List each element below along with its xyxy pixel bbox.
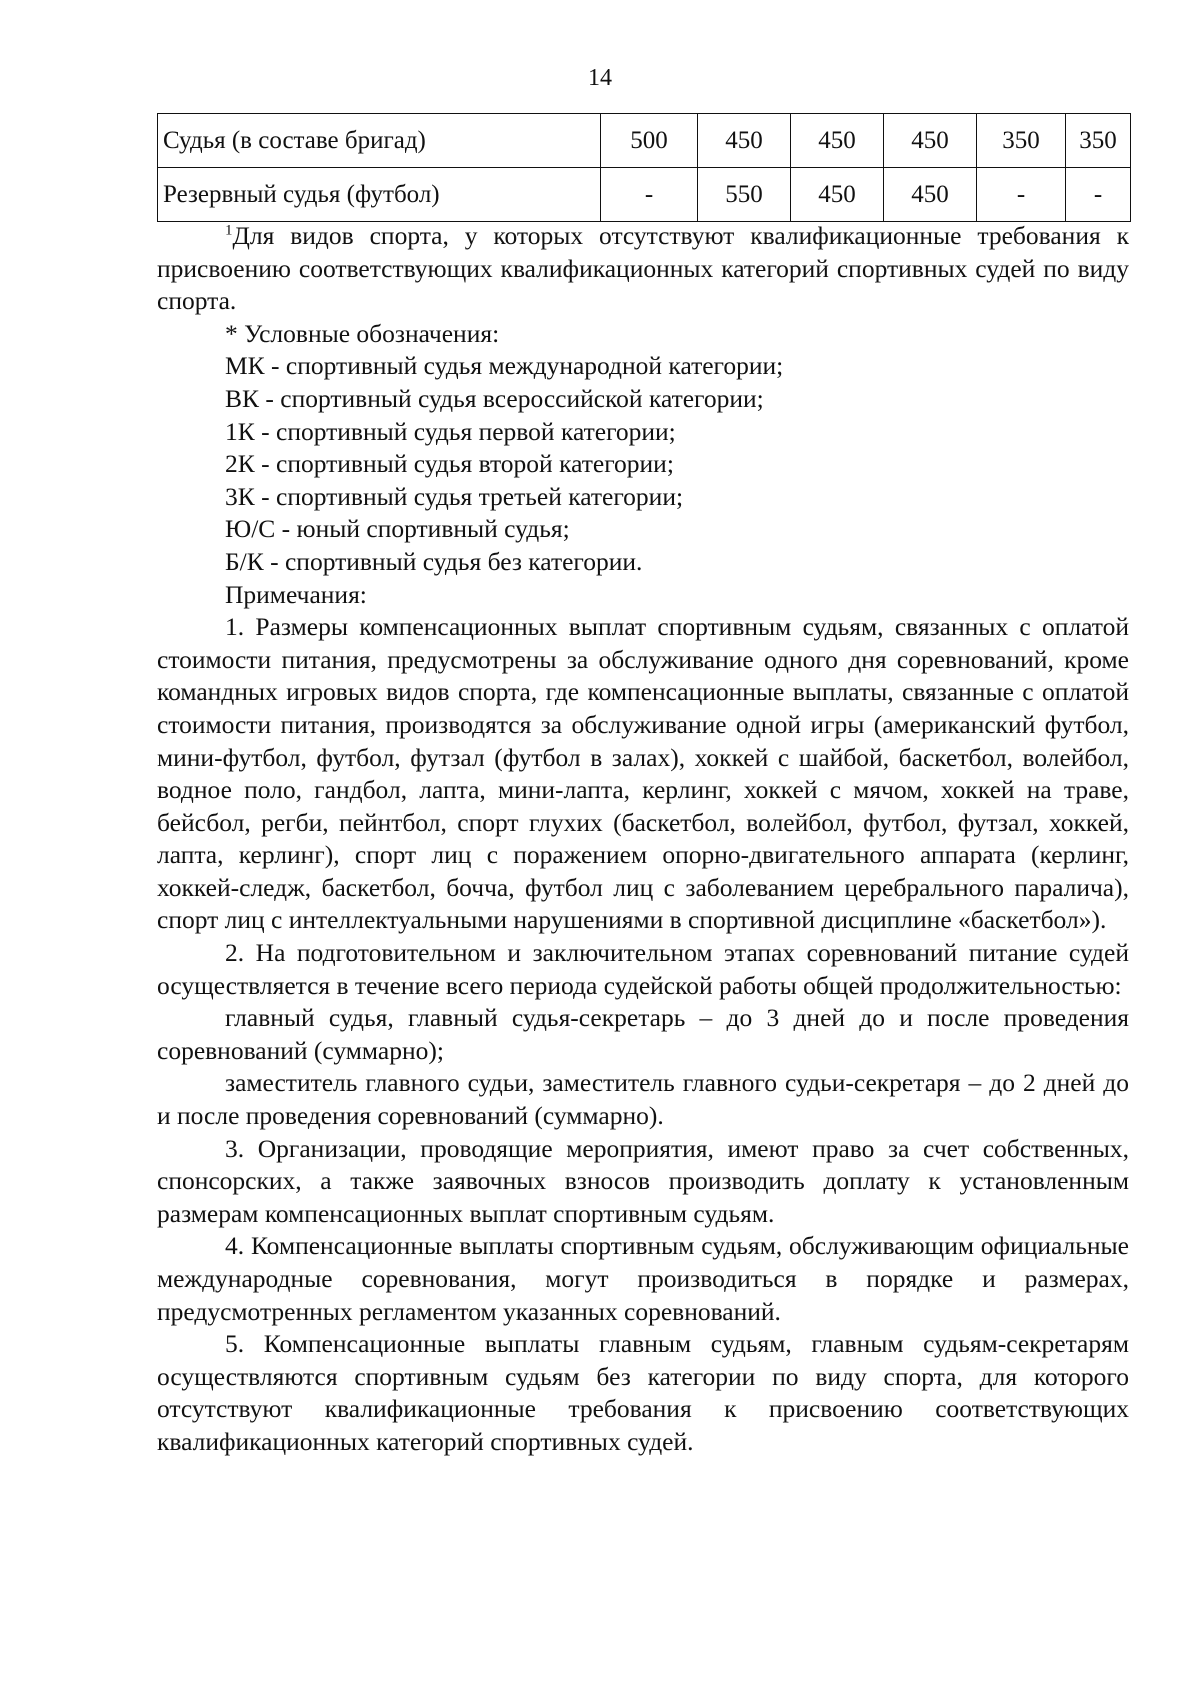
table-cell: 450 (884, 168, 977, 222)
table-cell: - (1066, 168, 1131, 222)
footnote-mark: 1 (225, 222, 233, 239)
footnote (157, 220, 1129, 318)
legend-item: МК - спортивный судья международной категории; (225, 351, 784, 381)
table-row (158, 168, 1131, 222)
legend-item: 2К - спортивный судья второй категории; (225, 449, 674, 479)
table-cell-role: Судья (в составе бригад) (158, 114, 601, 168)
note-paragraph: 1. Размеры компенсационных выплат спортивным судьям, связанных с оплатой стоимости питания, предусмотрены за обслуживание одного дня соревнований, кроме командных игровых видов спорта, где компенсационные выплаты, связанные с оплатой стоимости питания, производятся за обслуживание одной игры (американский футбол, мини-футбол, футбол, футзал (футбол в залах), хоккей с шайбой, баскетбол, волейбол, водное поло, гандбол, лапта, мини-лапта, керлинг, хоккей с мячом, хоккей на траве, бейсбол, регби, пейнтбол, спорт глухих (баскетбол, волейбол, футбол, футзал, хоккей, лапта, керлинг), спорт лиц с поражением опорно-двигательного аппарата (керлинг, хоккей-следж, баскетбол, бочча, футбол лиц с заболеванием церебрального паралича), спорт лиц с интеллектуальными нарушениями в спортивной дисциплине «баскетбол»). (157, 612, 1129, 935)
legend-item: ВК - спортивный судья всероссийской категории; (225, 383, 764, 413)
table-row (158, 114, 1131, 168)
table-cell: 550 (698, 168, 791, 222)
page-number: 14 (588, 65, 612, 91)
table-cell: 450 (698, 114, 791, 168)
document-body (157, 220, 1129, 1459)
table-cell: - (601, 168, 698, 222)
table-cell: 350 (977, 114, 1066, 168)
table-cell: 450 (791, 168, 884, 222)
legend-item: 3К - спортивный судья третьей категории; (225, 481, 684, 511)
table-cell-role: Резервный судья (футбол) (158, 168, 601, 222)
table-cell: 350 (1066, 114, 1131, 168)
notes-title: Примечания: (225, 579, 367, 609)
table-cell: 450 (791, 114, 884, 168)
table-cell: 450 (884, 114, 977, 168)
note-paragraph: 2. На подготовительном и заключительном этапах соревнований питание судей осуществляется в течение всего периода судейской работы общей продолжительностью: (157, 938, 1129, 1000)
table-cell: - (977, 168, 1066, 222)
legend-item: Ю/С - юный спортивный судья; (225, 514, 570, 544)
table-cell: 500 (601, 114, 698, 168)
note-paragraph: заместитель главного судьи, заместитель главного судьи-секретаря – до 2 дней до и после проведения соревнований (суммарно). (157, 1068, 1129, 1131)
legend-item: 1К - спортивный судья первой категории; (225, 416, 676, 446)
legend-title: * Условные обозначения: (225, 318, 500, 348)
note-paragraph: 5. Компенсационные выплаты главным судьям, главным судьям-секретарям осуществляются спортивным судьям без категории по виду спорта, для которого отсутствуют квалификационные требования к присвоению соответствующих квалификационных категорий спортивных судей. (157, 1329, 1129, 1456)
note-paragraph: главный судья, главный судья-секретарь – до 3 дней до и после проведения соревнований (суммарно); (157, 1003, 1129, 1065)
judge-compensation-table (157, 113, 1131, 222)
legend-item: Б/К - спортивный судья без категории. (225, 546, 643, 576)
note-paragraph: 4. Компенсационные выплаты спортивным судьям, обслуживающим официальные международные соревнования, могут производиться в порядке и размерах, предусмотренных регламентом указанных соревнований. (157, 1231, 1129, 1326)
footnote-text: Для видов спорта, у которых отсутствуют квалификационные требования к присвоению соответствующих квалификационных категорий спортивных судей по виду спорта. (157, 221, 1129, 316)
note-paragraph: 3. Организации, проводящие мероприятия, имеют право за счет собственных, спонсорских, а также заявочных взносов производить доплату к установленным размерам компенсационных выплат спортивным судьям. (157, 1133, 1129, 1228)
